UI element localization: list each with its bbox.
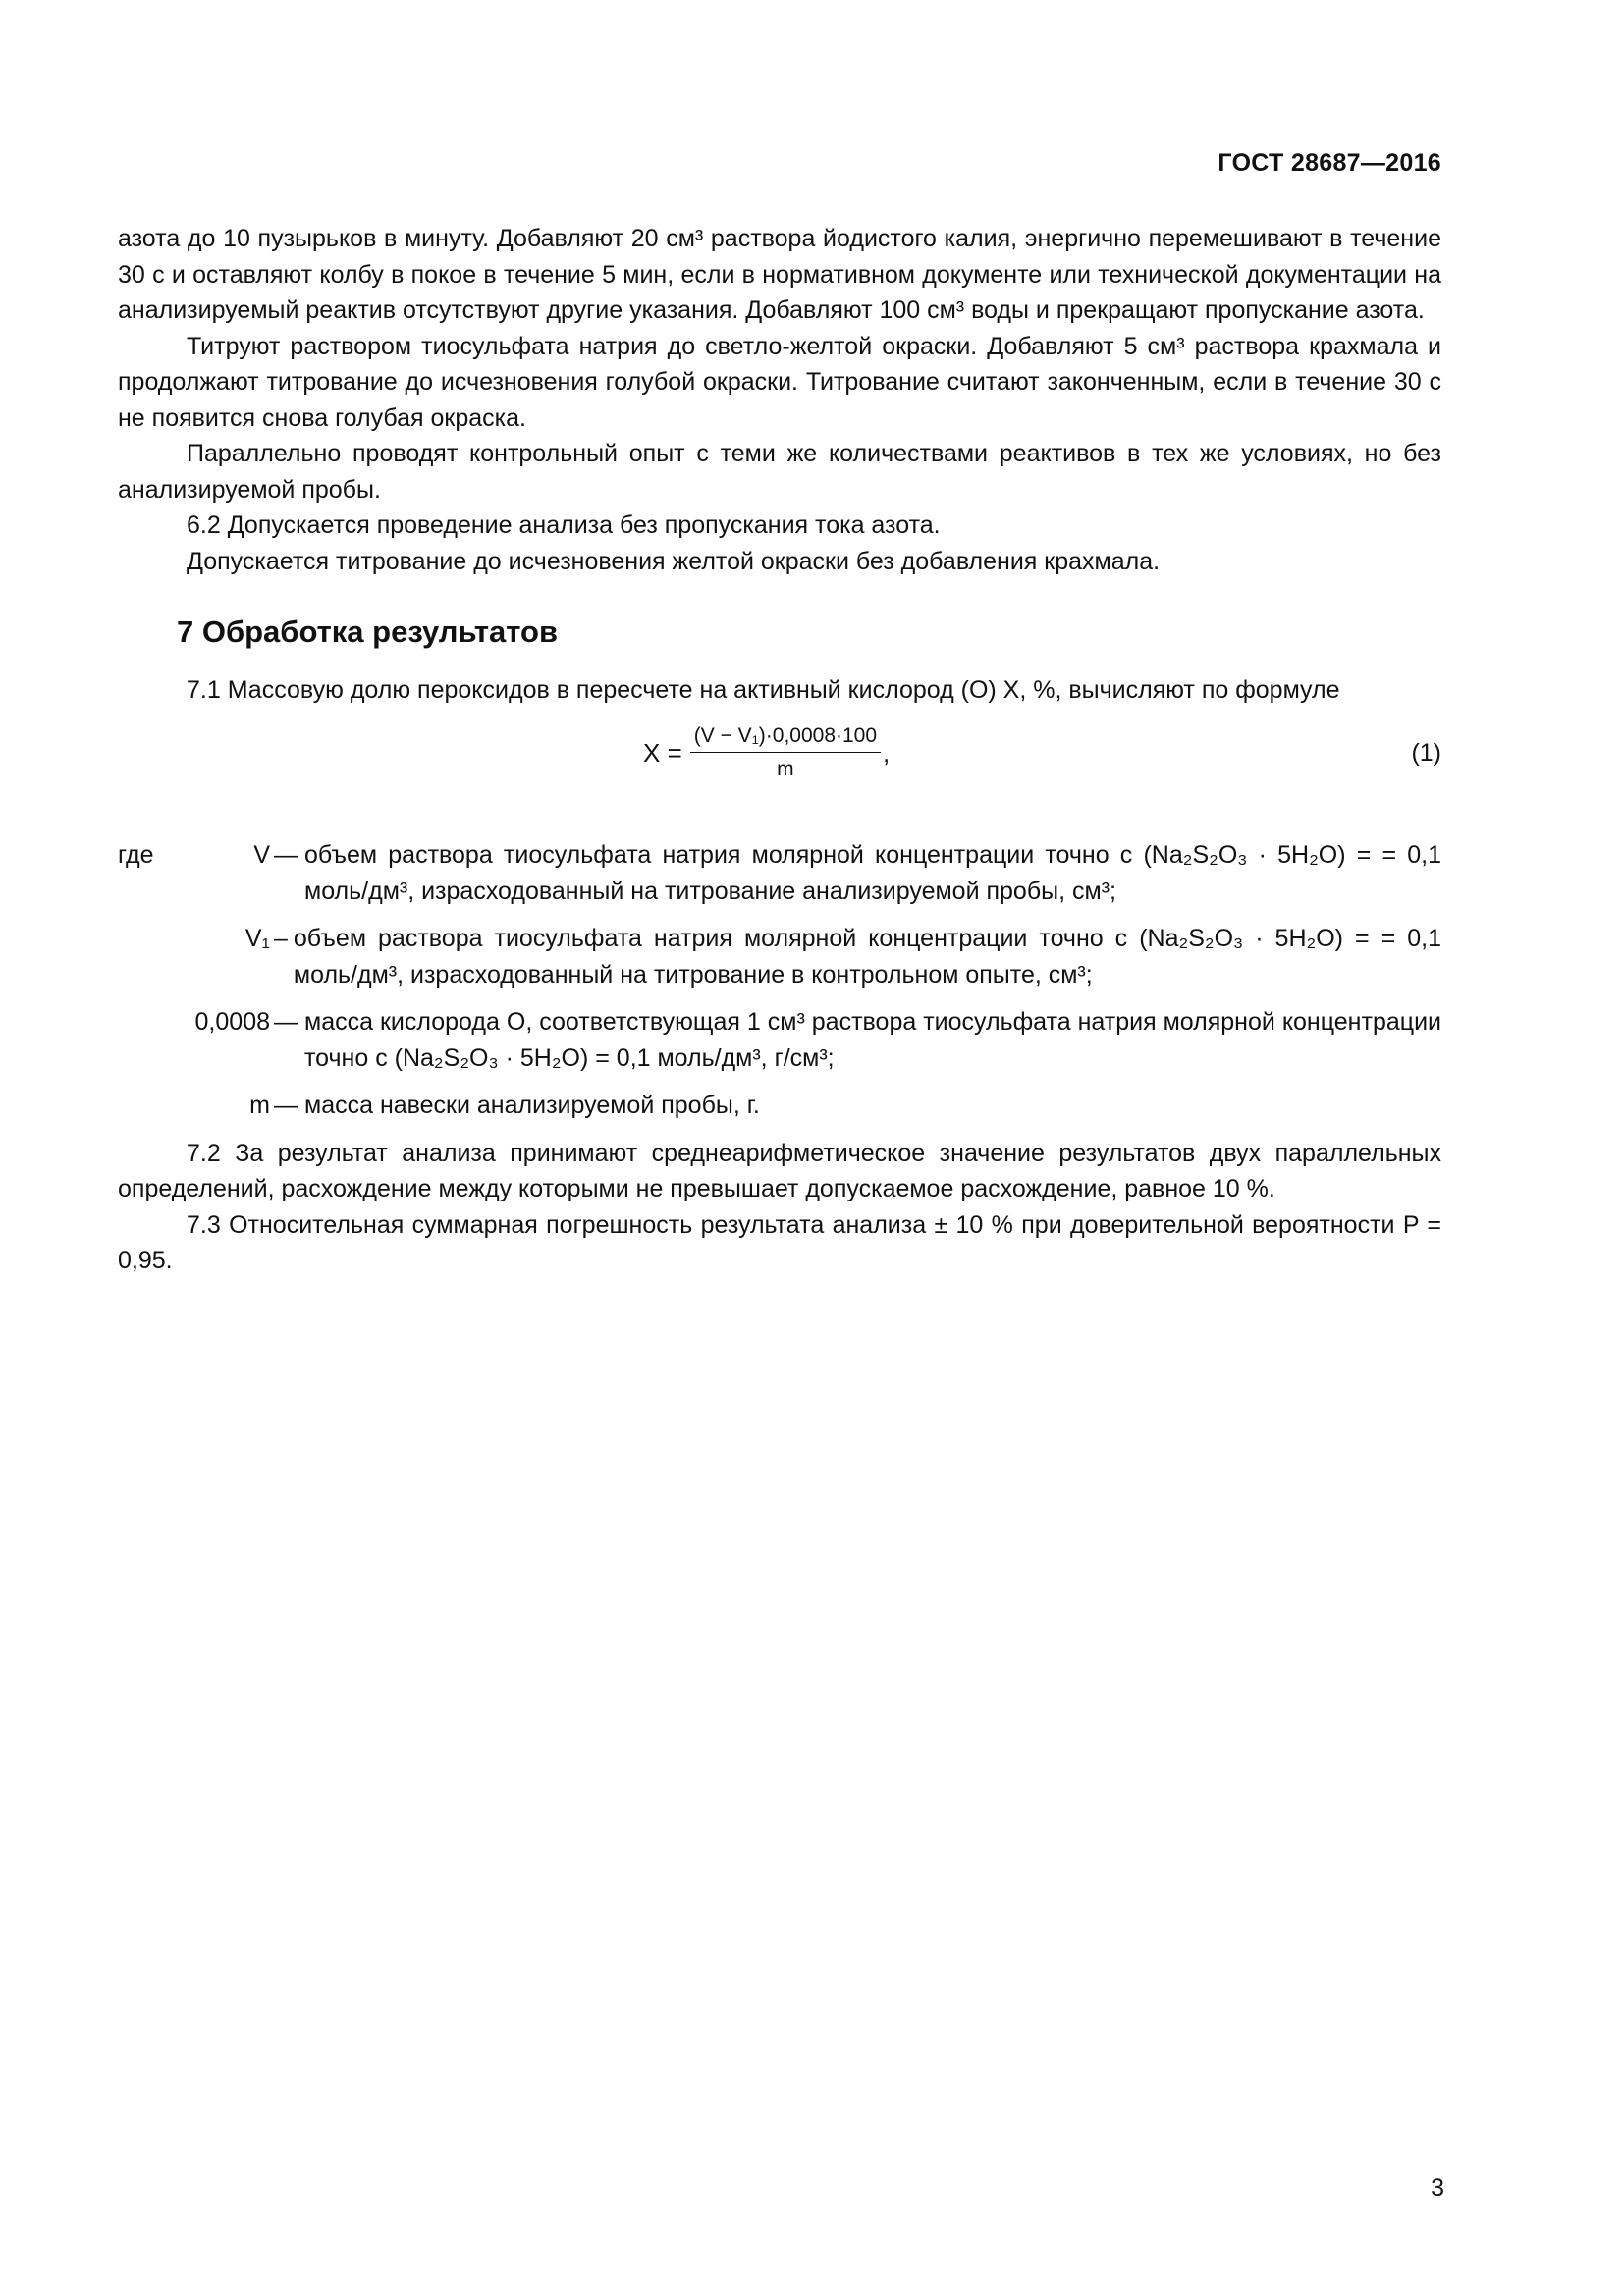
where-item: [118, 921, 1441, 992]
formula-comma: ,: [883, 737, 891, 768]
where-description: масса навески анализируемой пробы, г.: [304, 1092, 760, 1119]
where-lead: где: [118, 841, 154, 869]
where-symbol: V₁: [244, 925, 270, 952]
clause-7-2: 7.2 За результат анализа принимают среднеарифметическое значение результатов двух параллельных определений, расхождение между которыми не превышает допускаемое расхождение, равное 10 %.: [118, 1139, 1441, 1202]
equation-number: (1): [1411, 739, 1441, 767]
paragraph: Допускается титрование до исчезновения желтой окраски без добавления крахмала.: [187, 547, 1161, 575]
where-lead: [118, 1088, 212, 1124]
formula-fraction: [690, 723, 881, 782]
paragraph: Параллельно проводят контрольный опыт с теми же количествами реактивов в тех же условиях, но без анализируемой пробы.: [118, 440, 1441, 504]
formula-denominator: m: [777, 758, 794, 780]
where-list: [118, 837, 1441, 1124]
where-dash: —: [274, 1092, 298, 1119]
where-description: объем раствора тиосульфата натрия молярной концентрации точно c (Na₂S₂O₃ · 5H₂O) = = 0,1 моль/дм³, израсходованный на титрование в контрольном опыте, см³;: [293, 925, 1441, 988]
paragraph: азота до 10 пузырьков в минуту. Добавляют 20 см³ раствора йодистого калия, энергично перемешивают в течение 30 с и оставляют колбу в покое в течение 5 мин, если в нормативном документе или технической документации на анализируемый реактив отсутствуют другие указания. Добавляют 100 см³ воды и прекращают пропускание азота.: [118, 225, 1441, 324]
where-dash: —: [274, 841, 298, 869]
section-heading: 7 Обработка результатов: [177, 614, 559, 649]
where-dash: –: [274, 925, 288, 952]
where-dash: —: [274, 1008, 298, 1036]
where-symbol: m: [249, 1092, 270, 1119]
formula-block: [118, 712, 1441, 822]
where-description: объем раствора тиосульфата натрия молярной концентрации точно c (Na₂S₂O₃ · 5H₂O) = = 0,1 моль/дм³, израсходованный на титрование анализируемой пробы, см³;: [304, 841, 1441, 905]
paragraph: Титруют раствором тиосульфата натрия до светло-желтой окраски. Добавляют 5 см³ раствора крахмала и продолжают титрование до исчезновения голубой окраски. Титрование считают законченным, если в течение 30 с не появится снова голубая окраска.: [118, 332, 1441, 432]
document-header: ГОСТ 28687—2016: [1218, 149, 1441, 177]
where-symbol: V: [253, 841, 270, 869]
where-symbol: 0,0008: [194, 1008, 270, 1036]
formula-lhs: X =: [643, 737, 682, 768]
clause-7-1: 7.1 Массовую долю пероксидов в пересчете на активный кислород (О) X, %, вычисляют по формуле: [187, 675, 1340, 704]
clause-6-2: 6.2 Допускается проведение анализа без пропускания тока азота.: [187, 511, 941, 539]
clause-7-3: 7.3 Относительная суммарная погрешность результата анализа ± 10 % при доверительной вероятности P = 0,95.: [118, 1210, 1441, 1274]
where-description: масса кислорода О, соответствующая 1 см³ раствора тиосульфата натрия молярной концентрации точно c (Na₂S₂O₃ · 5H₂O) = 0,1 моль/дм³, г/см³;: [304, 1008, 1441, 1072]
document-body: [118, 221, 1441, 1279]
page-number: 3: [1431, 2174, 1444, 2202]
formula-numerator: (V − V₁)·0,0008·100: [690, 723, 881, 753]
where-item: [118, 1088, 1441, 1124]
where-item: [118, 1004, 1441, 1076]
where-lead: [118, 921, 212, 992]
formula: [643, 723, 890, 782]
where-item: [118, 837, 1441, 909]
